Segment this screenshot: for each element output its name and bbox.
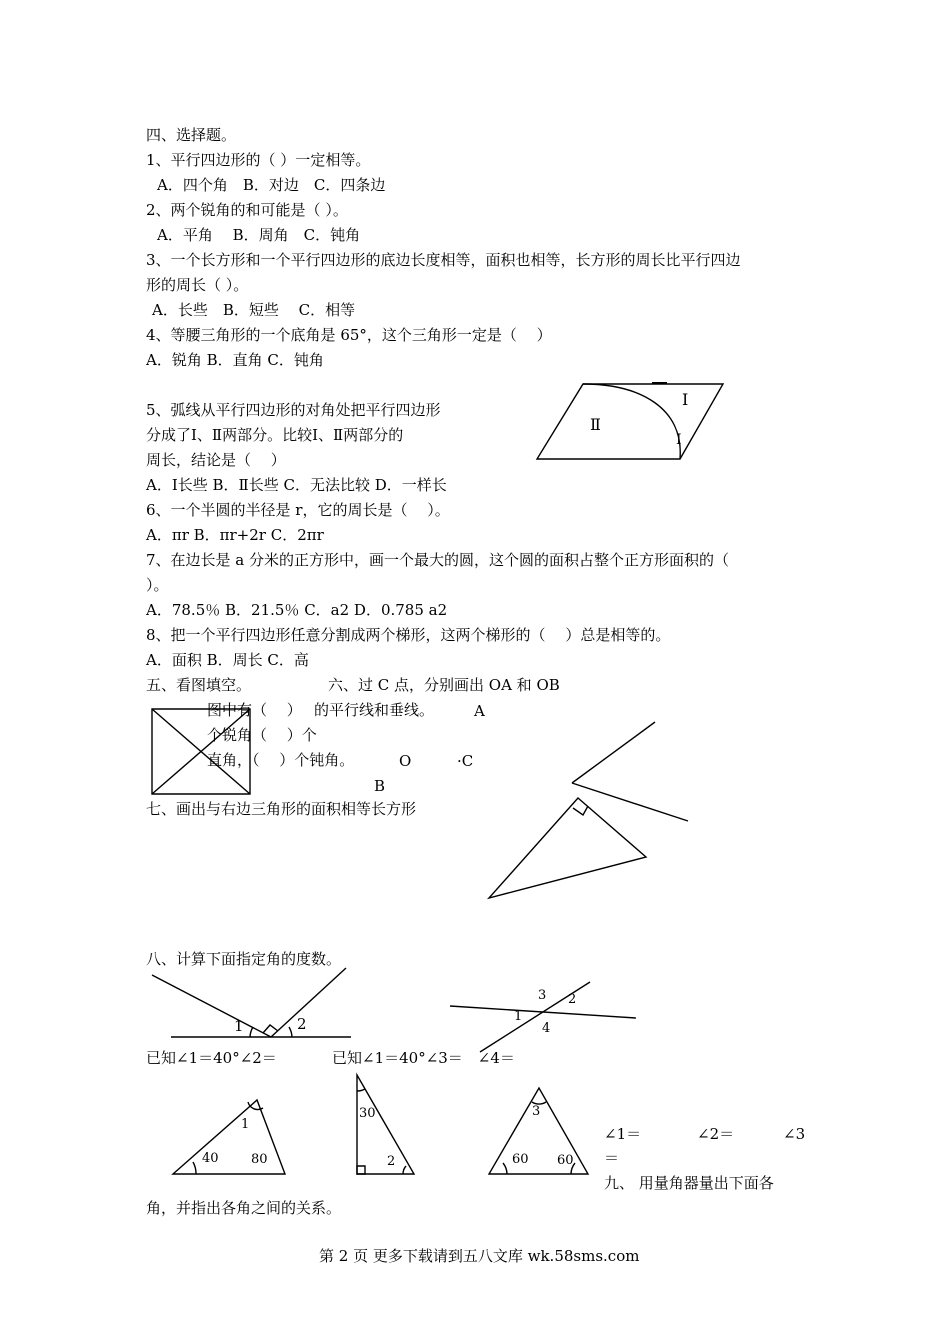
page-footer: 第 2 页 更多下载请到五八文库 wk.58sms.com — [319, 1247, 640, 1265]
q7-stem-line1: 7、在边长是 a 分米的正方形中，画一个最大的圆，这个圆的面积占整个正方形面积的（ — [146, 551, 730, 569]
q5-stem-line3: 周长，结论是（ ） — [146, 451, 286, 469]
q2-options: A．平角 B．周角 C．钝角 — [157, 226, 361, 244]
tri3-angle-left: 60 — [512, 1152, 529, 1167]
section9-title-part2: 角，并指出各角之间的关系。 — [146, 1199, 342, 1217]
section7-title: 七、画出与右边三角形的面积相等长方形 — [146, 800, 417, 818]
section9-title-part1: 九、 用量角器量出下面各 — [604, 1174, 774, 1192]
tri2-angle-top: 30 — [359, 1106, 376, 1121]
q1-options: A．四个角 B．对边 C．四条边 — [157, 176, 386, 194]
angle-label-1: 1 — [234, 1017, 244, 1035]
answer-angle-3: ∠3 — [783, 1125, 806, 1143]
triangle-2-figure — [357, 1075, 414, 1174]
tri3-angle-top: 3 — [532, 1104, 541, 1119]
q7-stem-line2: ）。 — [146, 576, 169, 594]
q6-options: A．πr B．πr+2r C．2πr — [146, 526, 324, 544]
section4-title: 四、选择题。 — [146, 126, 237, 144]
q2-stem: 2、两个锐角的和可能是（ ）。 — [146, 201, 348, 219]
q5-stem-line1: 5、弧线从平行四边形的对角处把平行四边形 — [146, 401, 441, 419]
q3-stem-line1: 3、一个长方形和一个平行四边形的底边长度相等，面积也相等，长方形的周长比平行四边 — [146, 251, 741, 269]
answer-angle-3-tail: ＝ — [604, 1149, 620, 1167]
region-2-label: Ⅱ — [590, 415, 601, 434]
point-o-label: O — [399, 752, 412, 770]
tri1-angle-right: 80 — [251, 1152, 268, 1167]
section5-title: 五、看图填空。 — [146, 676, 252, 694]
answer-angle-1: ∠1＝ — [604, 1125, 642, 1143]
q1-stem: 1、平行四边形的（ ）一定相等。 — [146, 151, 371, 169]
fig1-given: 已知∠1＝40°∠2＝ — [146, 1049, 277, 1067]
region-1-label: Ⅰ — [682, 390, 689, 409]
intersect-label-1: 1 — [514, 1009, 523, 1024]
angle-rays-figure — [572, 722, 688, 821]
q5-options: A．Ⅰ长些 B．Ⅱ长些 C．无法比较 D．一样长 — [146, 476, 447, 494]
q8-stem: 8、把一个平行四边形任意分割成两个梯形，这两个梯形的（ ）总是相等的。 — [146, 626, 671, 644]
section5-line1: 图中有（ ） 的平行线和垂线。 — [207, 701, 435, 719]
q4-stem: 4、等腰三角形的一个底角是 65°，这个三角形一定是（ ） — [146, 326, 552, 344]
region-1-small-label: Ⅰ — [676, 432, 682, 448]
answer-angle-2: ∠2＝ — [697, 1125, 735, 1143]
point-a-label: A — [474, 702, 485, 720]
triangle-1-figure — [173, 1100, 285, 1174]
q4-options: A．锐角 B．直角 C．钝角 — [146, 351, 324, 369]
section5-line2: 个锐角（ ）个 — [207, 726, 317, 744]
q3-stem-line2: 形的周长（ ）。 — [146, 276, 249, 294]
intersect-label-2: 2 — [568, 992, 577, 1007]
q3-options: A．长些 B．短些 C．相等 — [152, 301, 356, 319]
q5-stem-line2: 分成了Ⅰ、Ⅱ两部分。比较Ⅰ、Ⅱ两部分的 — [146, 426, 404, 444]
angle-label-2: 2 — [297, 1015, 307, 1033]
tri2-angle-bottom: 2 — [387, 1154, 396, 1169]
intersect-label-3: 3 — [538, 988, 547, 1003]
tri1-angle-left: 40 — [202, 1151, 219, 1166]
parallelogram-arc-figure — [537, 383, 723, 459]
right-triangle-figure — [489, 798, 646, 898]
straight-angle-figure — [152, 968, 351, 1037]
fig2-given: 已知∠1＝40°∠3＝ ∠4＝ — [332, 1049, 515, 1067]
section8-title: 八、计算下面指定角的度数。 — [146, 950, 342, 968]
intersect-label-4: 4 — [542, 1021, 551, 1036]
q7-options: A．78.5％ B．21.5％ C．a2 D．0.785 a2 — [146, 601, 448, 619]
point-b-label: B — [374, 777, 386, 795]
section5-line3: 直角，（ ）个钝角。 — [207, 751, 355, 769]
q6-stem: 6、一个半圆的半径是 r，它的周长是（ ）。 — [146, 501, 450, 519]
tri1-angle-top: 1 — [241, 1117, 250, 1132]
point-c-label: ·C — [457, 752, 474, 770]
tri3-angle-right: 60 — [557, 1153, 574, 1168]
q8-options: A．面积 B．周长 C．高 — [146, 651, 309, 669]
section6-title: 六、过 C 点，分别画出 OA 和 OB — [328, 676, 560, 694]
